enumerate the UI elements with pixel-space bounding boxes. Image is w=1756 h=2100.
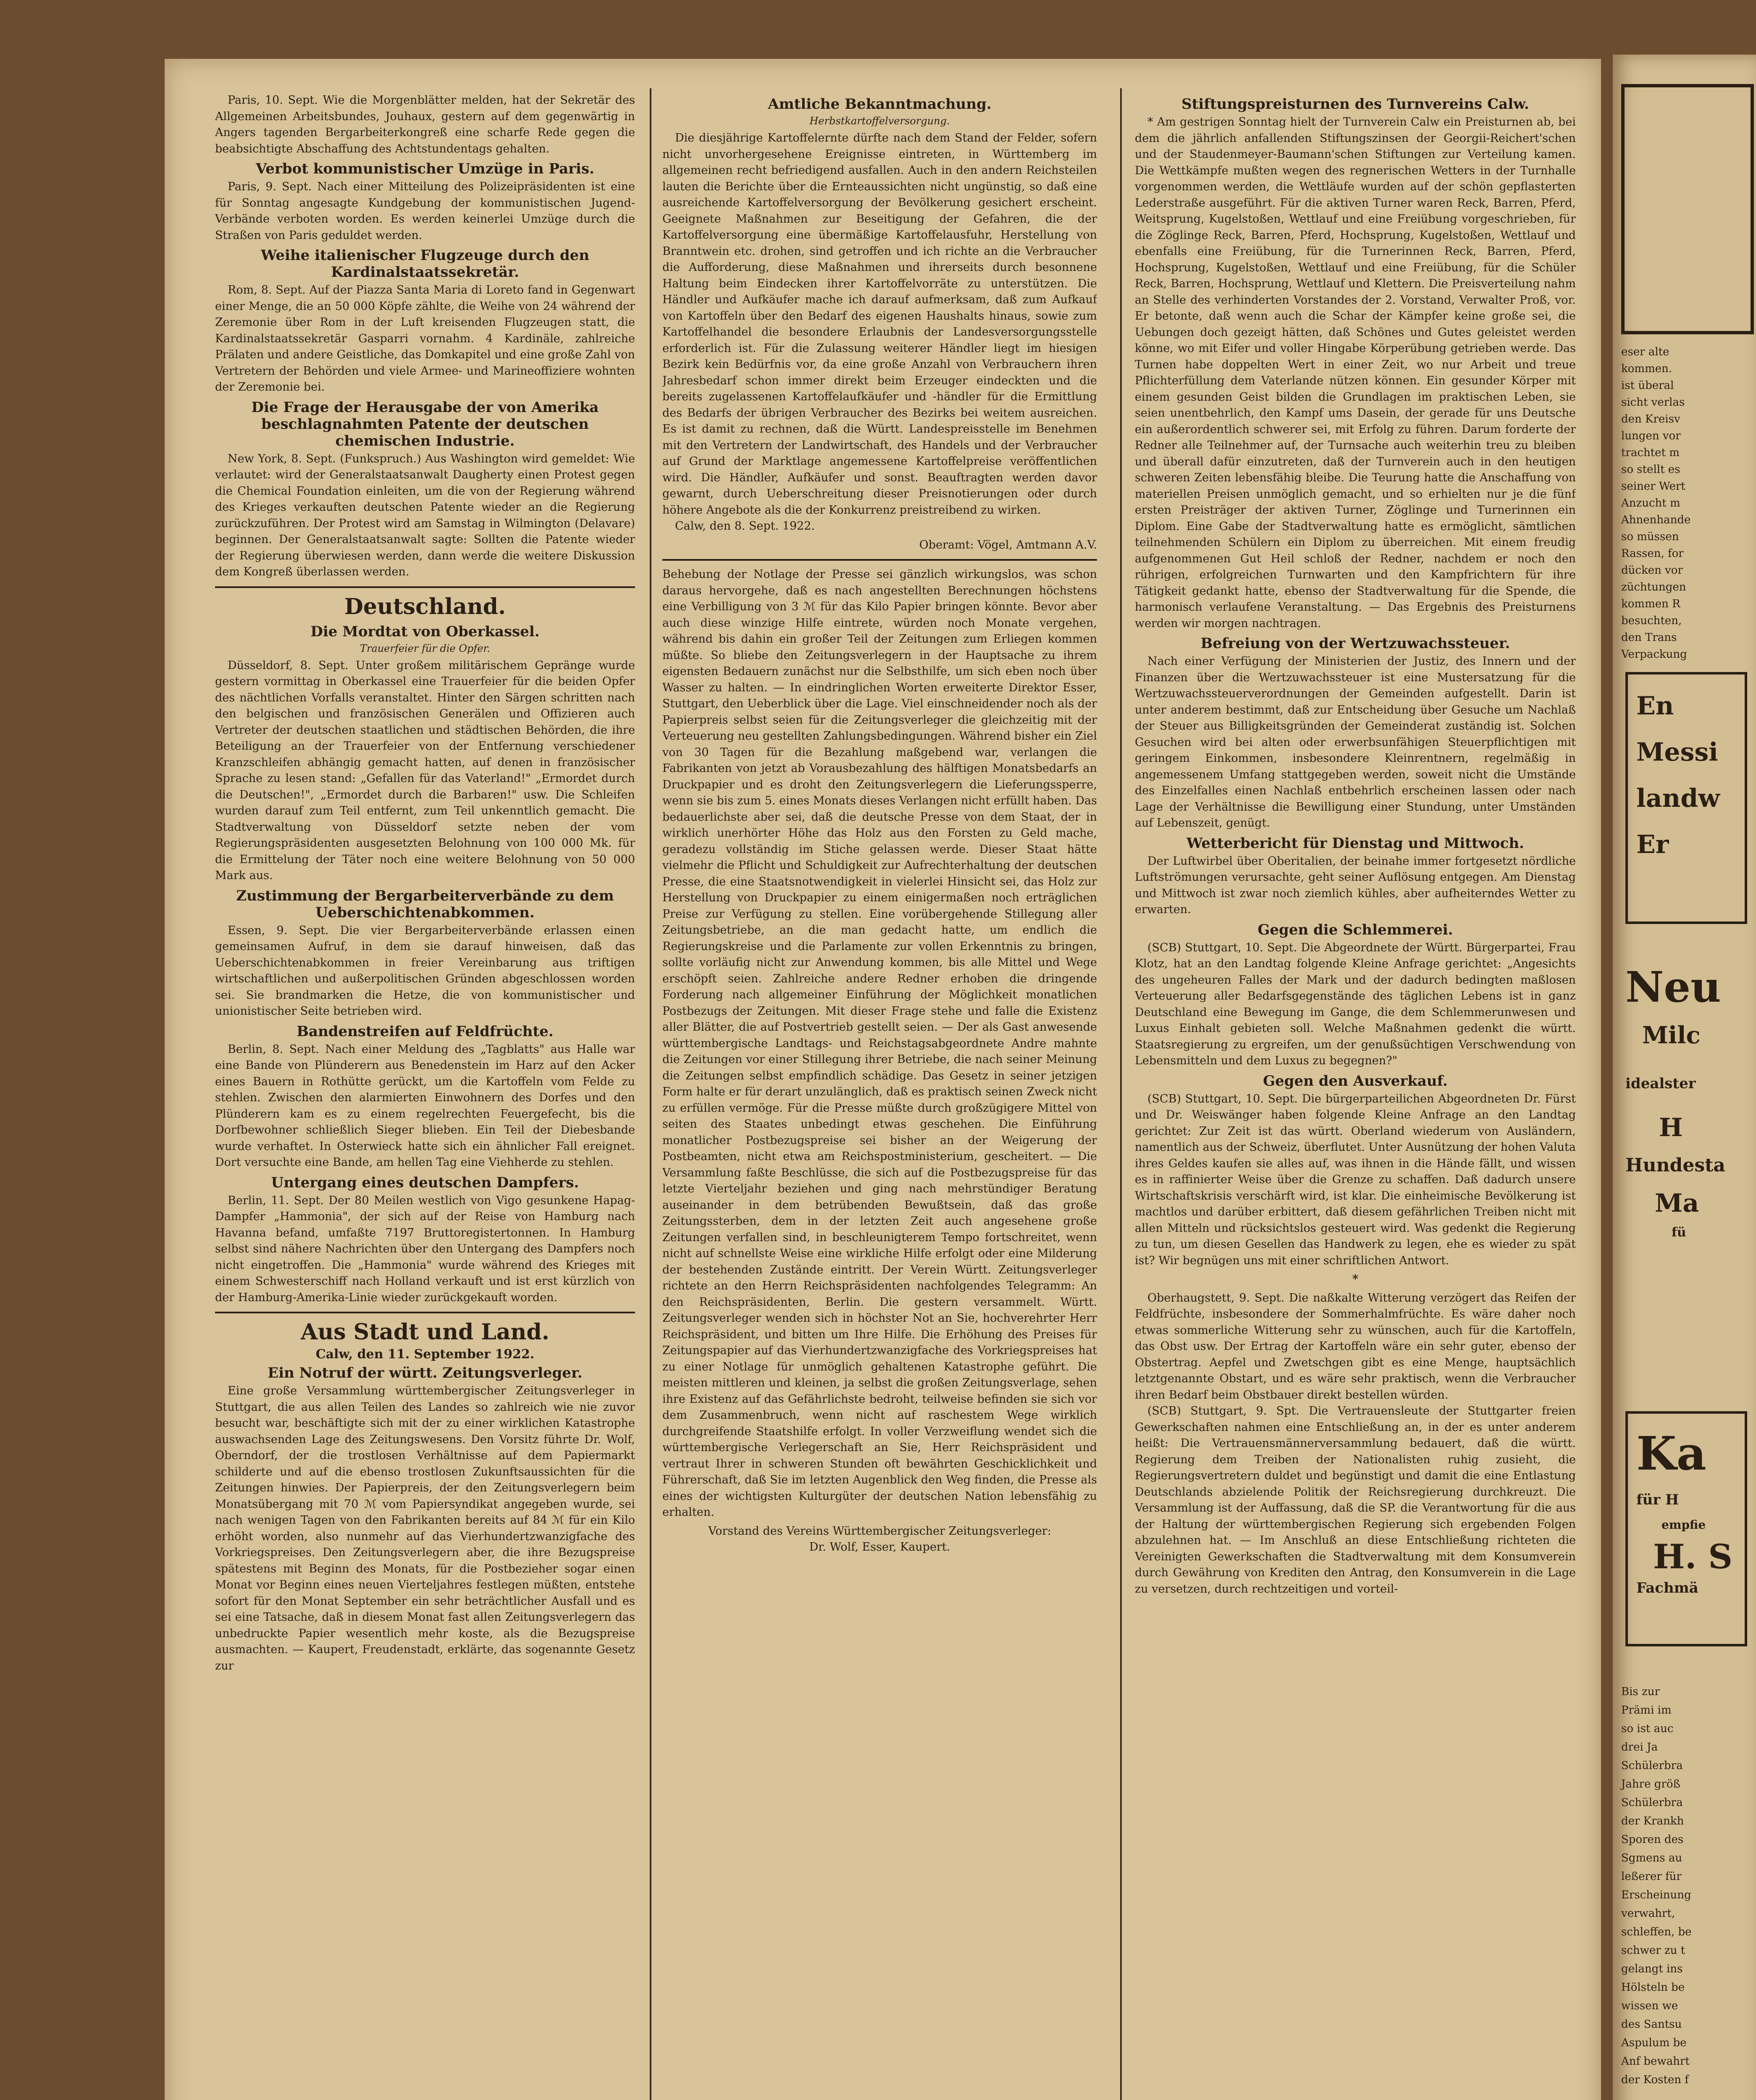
notice-signature: Oberamt: Vögel, Amtmann A.V. <box>919 538 1097 551</box>
article-text: Der Luftwirbel über Oberitalien, der beinahe immer fortgesetzt nördliche Luftströmungen verursachte, geht seiner Auflösung entgegen. Am Dienstag und Mittwoch ist zwar noch ziemlich kühles, aber aufheiterndes Wetter zu erwarten. <box>1135 854 1576 916</box>
article-title: Zustimmung der Bergarbeiterverbände zu dem Ueberschichtenabkommen. <box>236 887 614 921</box>
notice-date: Calw, den 8. Sept. 1922. <box>675 520 815 533</box>
ad-text: Er <box>1636 830 1669 859</box>
fragment-line: Hölsteln be <box>1621 1981 1685 1994</box>
fragment-line: schleffen, be <box>1621 1926 1692 1938</box>
article-subtitle: Herbstkartoffelversorgung. <box>809 115 950 127</box>
article-text: (SCB) Stuttgart, 10. Sept. Die Abgeordnete der Württ. Bürgerpartei, Frau Klotz, hat an den Landtag folgende Kleine Anfrage gerichtet: „Angesichts des ungeheuren Falles der Mark und der dadurch bedingten maßlosen Verteuerung aller Bedarfsgegenstände des täglichen Lebens ist in ganz Deutschland eine Bewegung im Gange, die dem Schlemmerunwesen und Luxus Einhalt gebieten soll. Welche Maßnahmen gedenkt die württ. Staatsregierung zu ergreifen, um der genußsüchtigen Verschwendung von Lebensmitteln und dem Luxus zu begegnen?" <box>1135 941 1576 1067</box>
fragment-line: dücken vor <box>1621 564 1683 577</box>
ad-text: landw <box>1636 784 1720 813</box>
article-text: Oberhaugstett, 9. Sept. Die naßkalte Witterung verzögert das Reifen der Feldfrüchte, insbesondere der Sommerhalmfrüchte. Es wäre daher noch etwas sommerliche Witterung sehr zu wünschen, auch für die Kartoffeln, das Obst usw. Der Ertrag der Kartoffeln wäre ein sehr guter, ebenso der Obstertrag. Aepfel und Zwetschgen gibt es eine Menge, hauptsächlich letztgenannte Obstart, und es wäre sehr praktisch, wenn die Verbraucher ihren Bedarf beim Obstbauer direkt bestellen würden. <box>1135 1291 1576 1402</box>
column-rule-1 <box>650 88 651 2100</box>
section-divider <box>215 1312 635 1313</box>
article-text: Berlin, 8. Sept. Nach einer Meldung des „Tagblatts" aus Halle war eine Bande von Plünderern aus Benedenstein im Harz auf den Acker eines Bauern in Rothütte gerückt, um die Kartoffeln vom Felde zu stehlen. Zwischen den alarmierten Einwohnern des Dorfes und den Plünderern kam es zu einem regelrechten Feuergefecht, bis die Dorfbewohner schließlich Sieger blieben. Ein Teil der Diebesbande wurde verhaftet. In Osterwieck hatte sich ein ähnlicher Fall ereignet. Dort versuchte eine Bande, am hellen Tag eine Viehherde zu stehlen. <box>215 1042 635 1169</box>
adjacent-page-edge <box>1613 55 1756 2100</box>
fragment-line: Anzucht m <box>1621 497 1680 509</box>
fragment-line: Prämi im <box>1621 1704 1672 1717</box>
article-text: Behebung der Notlage der Presse sei gänzlich wirkungslos, was schon daraus hervorgehe, daß es nach angestellten Berechnungen höchstens eine Verbilligung von 3 ℳ für das Kilo Papier bringen könnte. Bevor aber auch diese winzige Hilfe eintrete, würden noch Monate vergehen, während bis dahin ein großer Teil der Zeitungen zum Erliegen kommen müßte. So bliebe den Zeitungsverlegern in der Hauptsache zu ihrem eigensten Bedauern zunächst nur die Selbsthilfe, um sich eben noch über Wasser zu halten. — In eindringlichen Worten erweiterte Direktor Esser, Stuttgart, den Ueberblick über die Lage. Viel einschneidender noch als der Papierpreis selbst seien für die Zeitungsverleger die gleichzeitig mit der Verteuerung neu gestellten Zahlungsbedingungen. Während bisher ein Ziel von 30 Tagen für die Bezahlung maßgebend war, verlangen die Fabrikanten von jetzt ab Vorausbezahlung des hälftigen Monatsbedarfs an Druckpapier und es droht den Zeitungsverlegern die Lieferungssperre, wenn sie bis zum 5. eines Monats dieses Verlangen nicht erfüllt haben. Das bedauerlichste aber sei, daß die deutsche Presse von dem Staat, der in wirklich unerhörter Höhe das Holz aus den Forsten zu Geld mache, geradezu vollständig im Stiche gelassen werde. Dieser Staat hätte vielmehr die Pflicht und Schuldigkeit zur Aufrechterhaltung der deutschen Presse, die eine Staatsnotwendigkeit in vielerlei Hinsicht sei, das Holz zur Herstellung von Druckpapier zu einem einigermaßen noch erträglichen Preise zur Verfügung zu stellen. Eine vorübergehende Stillegung aller Zeitungsbetriebe, an die man gedacht hatte, um endlich die Regierungskreise und die Parlamente zur vollen Erkenntnis zu bringen, sollte vorläufig nicht zur Anwendung kommen, bis alle Mittel und Wege erschöpft seien. Zahlreiche andere Redner erhoben die dringende Forderung nach allgemeiner Einführung der Möglichkeit monatlichen Postbezugs der Zeitungen. Mit dieser Frage stehe und falle die Existenz aller Blätter, die auf Postvertrieb gestellt seien. — Der als Gast anwesende württembergische Landtags- und Reichstagsabgeordnete Andre mahnte die Zeitungen vor einer Stillegung ihrer Betriebe, die nach seiner Meinung die Zeitungen selbst empfindlich schädige. Das Gesetz in seiner jetzigen Form halte er für derart unzulänglich, daß es praktisch seinen Zweck nicht zu erfüllen vermöge. Für die Presse müßte durch großzügigere Mittel von seiten des Staates unbedingt etwas geschehen. Die Einführung monatlicher Postbezugspreise sei bisher an der Weigerung der Postbeamten, nicht etwa am Reichspostministerium, gescheitert. — Die Versammlung faßte Beschlüsse, die sich auf die Postbezugspreise für das letzte Vierteljahr beziehen und ging nach mehrstündiger Beratung auseinander in dem betrübenden Bewußtsein, daß das große Zeitungssterben, dem in der letzten Zeit auch angesehene große Zeitungen verfallen sind, in beschleunigterem Tempo fortschreitet, wenn nicht auf schnellste Weise eine wirkliche Hilfe erfolgt oder eine Milderung der bestehenden Zustände eintritt. Der Verein Württ. Zeitungsverleger richtete an den Herrn Reichspräsidenten nachfolgendes Telegramm: An den Reichspräsidenten, Berlin. Die gestern versammelt. Württ. Zeitungsverleger wenden sich in höchster Not an Sie, hochverehrter Herr Reichspräsident, und bitten um Ihre Hilfe. Die Erhöhung des Preises für Zeitungspapier auf das Vierhundertzwanzigfache des Vorkriegspreises hat zu einer Notlage für unmöglich gehaltenen Katastrophe geführt. Die meisten mittleren und kleinen, ja selbst die großen Zeitungsverlage, sehen ihre Existenz auf das Gefährlichste bedroht, teilweise befinden sie sich vor dem Zusammenbruch, wenn nicht auf raschestem Wege wirklich durchgreifende Staatshilfe erfolgt. In voller Verzweiflung wendet sich die württembergische Verlegerschaft an Sie, Herr Reichspräsident und vertraut Ihrer in schweren Stunden oft bewährten Geschicklichkeit und Führerschaft, daß Sie im letzten Augenblick den Weg finden, die Presse als eines der wichtigsten Kulturgüter der deutschen Nation lebensfähig zu erhalten. <box>662 568 1097 1519</box>
section-title: Aus Stadt und Land. <box>301 1319 549 1345</box>
fragment-line: Rassen, for <box>1621 547 1684 560</box>
ad-text: fü <box>1672 1225 1686 1240</box>
fragment-line: Anf bewahrt <box>1621 2055 1690 2068</box>
article-text: (SCB) Stuttgart, 9. Spt. Die Vertrauensleute der Stuttgarter freien Gewerkschaften nahmen eine Entschließung an, in der es unter anderem heißt: Die Vertrauensmännerversammlung bedauert, daß die württ. Regierung dem Treiben der Nationalisten ruhig zusieht, die Regierungsvertretern duldet und begünstigt und damit die eine Entlastung Deutschlands abzielende Politik der Reichsregierung durchkreuzt. Die Versammlung ist der Auffassung, daß die SP. die Verantwortung für die aus der Haltung der württembergischen Regierung sich ergebenden Folgen abzulehnen hat. — Im Anschluß an diese Entschließung richteten die Vereinigten Gewerkschaften die Stadtverwaltung mit dem Konsumverein durch Gewährung von Krediten den Antrag, den Konsumverein in die Lage zu versetzen, durch rechtzeitigen und vorteil- <box>1135 1404 1576 1596</box>
fragment-line: Ahnenhande <box>1621 514 1691 526</box>
fragment-line: wissen we <box>1621 2000 1678 2012</box>
article-title: Weihe italienischer Flugzeuge durch den Kardinalstaatssekretär. <box>260 247 590 281</box>
lead-paragraph: Paris, 10. Sept. Wie die Morgenblätter melden, hat der Sekretär des Allgemeinen Arbeitsbundes, Jouhaux, gestern auf dem gegenwärtig in Angers tagenden Bergarbeiterkongreß eine scharfe Rede gegen die beabsichtigte Abschaffung des Achtstundentags gehalten. <box>215 94 635 155</box>
fragment-line: gelangt ins <box>1621 1963 1683 1975</box>
fragment-line: so ist auc <box>1621 1722 1674 1735</box>
advertisement <box>1625 1411 1747 1646</box>
ad-text: für H <box>1636 1491 1679 1508</box>
ad-text: En <box>1636 691 1674 721</box>
fragment-line: Jahre größ <box>1621 1778 1680 1790</box>
column-2 <box>662 92 1097 2100</box>
article-text: Berlin, 11. Sept. Der 80 Meilen westlich von Vigo gesunkene Hapag-Dampfer „Hammonia", der sich auf der Reise von Hamburg nach Havanna befand, umfaßte 7197 Bruttoregistertonnen. In Hamburg selbst sind nähere Nachrichten über den Untergang des Dampfers noch nicht eingetroffen. Die „Hammonia" wurde während des Krieges mit einem Schwesterschiff nach Holland verkauft und ist erst kürzlich von der Hamburg-Amerika-Linie wieder zurückgekauft worden. <box>215 1194 635 1304</box>
fragment-line: Bis zur <box>1621 1685 1660 1698</box>
fragment-line: so stellt es <box>1621 463 1680 476</box>
ad-text: idealster <box>1625 1075 1696 1092</box>
article-title: Stiftungspreisturnen des Turnvereins Calw. <box>1181 96 1529 113</box>
column-rule-2 <box>1120 88 1122 2100</box>
fragment-line: drei Ja <box>1621 1741 1658 1754</box>
article-text: Eine große Versammlung württembergischer Zeitungsverleger in Stuttgart, die aus allen Teilen des Landes so zahlreich wie nie zuvor besucht war, beschäftigte sich mit der zu einer wirklichen Katastrophe auswachsenden Lage des Zeitungswesens. Den Vorsitz führte Dr. Wolf, Oberndorf, der die trostlosen Verhältnisse auf dem Papiermarkt schilderte und auf die ebenso trostlosen Zukunftsaussichten für die Zeitungen hinwies. Der Papierpreis, der den Zeitungsverlegern beim Monatsübergang mit 70 ℳ vom Papiersyndikat angegeben wurde, sei nach wenigen Tagen von den Fabrikanten bereits auf 84 ℳ für ein Kilo erhöht worden, also nunmehr auf das Vierhundertzwanzigfache des Vorkriegspreises. Den Zeitungsverlegern aber, die ihre Bezugspreise spätestens mit Beginn des Monats, für die Postbezieher sogar einen Monat vor Beginn eines neuen Vierteljahres festlegen müßten, entstehe sofort für den Monat September ein sehr beträchtlicher Ausfall und es sei eine Tatsache, daß in diesem Monat fast allen Zeitungsverlegern das unbedruckte Papier wesentlich mehr koste, als die Bezugspreise ausmachten. — Kaupert, Freudenstadt, erklärte, das sogenannte Gesetz zur <box>215 1384 635 1672</box>
fragment-line: Verpackung <box>1621 648 1687 661</box>
article-title: Gegen die Schlemmerei. <box>1257 921 1453 938</box>
ad-text: H <box>1659 1113 1683 1142</box>
fragment-line: trachtet m <box>1621 446 1680 459</box>
fragment-line: seiner Wert <box>1621 480 1685 493</box>
article-text: Die diesjährige Kartoffelernte dürfte nach dem Stand der Felder, sofern nicht unvorhergesehene Ereignisse eintreten, in Württemberg im allgemeinen recht befriedigend ausfallen. Auch in den andern Reichsteilen lauten die Berichte über die Ernteaussichten nicht ungünstig, so daß eine ausreichende Kartoffelversorgung der Bevölkerung gesichert erscheint. Geeignete Maßnahmen zur Beseitigung der Gefahren, die der Kartoffelversorgung eine übermäßige Kartoffelausfuhr, Herstellung von Branntwein etc. drohen, sind getroffen und ich richte an die Verbraucher die Aufforderung, diese Maßnahmen und ihrerseits durch besonnene Haltung beim Eindecken ihrer Kartoffelvorräte zu unterstützen. Die Händler und Aufkäufer mache ich darauf aufmerksam, daß zum Aufkauf von Kartoffeln über den Bedarf des eigenen Haushalts hinaus, sowie zum Kartoffelhandel die besondere Erlaubnis der Landesversorgungsstelle erforderlich ist. Für die Zulassung weiterer Händler liegt im hiesigen Bezirk kein Bedürfnis vor, da eine große Anzahl von Verbrauchern ihren Jahresbedarf schon immer direkt beim Erzeuger eindeckten und die bereits zugelassenen Kartoffelaufkäufer und -händler für die Ermittlung des Bedarfs der übrigen Verbraucher des Bezirks bei weitem ausreichen. Es ist damit zu rechnen, daß die Württ. Landespreisstelle im Benehmen mit den Vertretern der Landwirtschaft, des Handels und der Verbraucher auf Grund der Marktlage angemessene Kartoffelpreise veröffentlichen wird. Die Händler, Aufkäufer und sonst. Beauftragten werden davor gewarnt, durch Ueberschreitung dieser Preisnotierungen oder durch höhere Angebote als die der Konkurrenz preistreibend zu wirken. <box>662 131 1097 517</box>
article-title: Ein Notruf der württ. Zeitungsverleger. <box>268 1365 583 1381</box>
fragment-line: des Santsu <box>1621 2018 1682 2031</box>
fragment-line: Aspulum be <box>1621 2037 1687 2049</box>
article-title: Befreiung von der Wertzuwachssteuer. <box>1200 635 1510 652</box>
fragment-line: Schülerbra <box>1621 1796 1683 1809</box>
column-3 <box>1135 92 1576 2100</box>
fragment-line: so müssen <box>1621 530 1679 543</box>
article-text: Nach einer Verfügung der Ministerien der Justiz, des Innern und der Finanzen über die Wertzuwachssteuer ist eine Mustersatzung für die Wertzuwachssteuerverordnungen der Gemeinden aufgestellt. Darin ist unter anderem bestimmt, daß zur Entscheidung über Gesuche um Nachlaß der Steuer aus Billigkeitsgründen der Gemeinderat zuständig ist. Solchen Gesuchen wird bei alten oder erwerbsunfähigen Steuerpflichtigen mit geringem Einkommen, insbesondere Kleinrentnern, regelmäßig in angemessenem Umfang stattgegeben werden, soweit nicht die Umstände des Einzelfalles einen Nachlaß entbehrlich erscheinen lassen oder nach Lage der Verhältnisse die Bewilligung einer Stundung, unter Umständen auf Lebenszeit, genügt. <box>1135 655 1576 830</box>
article-title: Untergang eines deutschen Dampfers. <box>271 1174 579 1191</box>
fragment-line: Sporen des <box>1621 1833 1684 1846</box>
signature-line: Vorstand des Vereins Württembergischer Zeitungsverleger: <box>708 1524 1051 1538</box>
article-text: * Am gestrigen Sonntag hielt der Turnverein Calw ein Preisturnen ab, bei dem die jährlich anfallenden Stiftungszinsen der Georgii-Reichert'schen und der Staudenmeyer-Baumann'schen Stiftungen zur Verteilung kamen. Die Wettkämpfe mußten wegen des regnerischen Wetters in der Turnhalle vorgenommen werden, die Wettläufe wurden auf der schön gepflasterten Lederstraße ausgeführt. Für die aktiven Turner waren Reck, Barren, Pferd, Weitsprung, Kugelstoßen, Wettlauf und eine Freiübung vorgeschrieben, für die Zöglinge Reck, Barren, Pferd, Hochsprung, Kugelstoßen, Wettlauf und ebenfalls eine Freiübung, für die Turnerinnen Reck, Barren, Pferd, Hochsprung, Kugelstoßen, Wettlauf und eine Freiübung, für die Schüler Reck, Barren, Hochsprung, Wettlauf und Klettern. Die Preisverteilung nahm an Stelle des verhinderten Vorstandes der 2. Vorstand, Verwalter Proß, vor. Er betonte, daß wenn auch die Schar der Kämpfer keine große sei, die Uebungen doch gezeigt hätten, daß Schönes und Gutes geleistet werden könne, wo mit Eifer und voller Hingabe Körperübung getrieben werde. Das Turnen habe doppelten Wert in einer Zeit, wo nur Arbeit und treue Pflichterfüllung dem Vaterlande nützen können. Ein gesunder Körper mit einem gesunden Geist bilden die Grundlagen im praktischen Leben, sie seien unentbehrlich, den Kampf ums Dasein, der gerade für uns Deutsche ein außerordentlich schwerer sei, mit Erfolg zu führen. Darum forderte der Redner alle Teilnehmer auf, der Turnsache auch weiterhin treu zu bleiben und überall dafür einzutreten, daß der Turnverein auch in den heutigen schweren Zeiten lebensfähig bleibe. Die Teurung hatte die Anschaffung von materiellen Preisen unmöglich gemacht, und so erhielten nur je die fünf ersten Preisträger der aktiven Turner, Zöglinge und Turnerinnen ein Diplom. Eine Gabe der Stadtverwaltung hatte es ermöglicht, sämtlichen teilnehmenden Schülern ein Diplom zu überreichen. Mit einem freudig aufgenommenen Gut Heil schloß der Redner, nachdem er noch den rührigen, erfolgreichen Turnwarten und den Kampfrichtern für ihre Tätigkeit gedankt hatte, ebenso der Stadtverwaltung für die Spende, die harmonisch verlaufene Veranstaltung. — Das Ergebnis des Preisturnens werden wir morgen nachtragen. <box>1135 116 1576 630</box>
article-subtitle: Trauerfeier für die Opfer. <box>360 642 490 654</box>
column-1 <box>215 92 635 2100</box>
fragment-line: züchtungen <box>1621 581 1686 593</box>
fragment-line: der Kosten f <box>1621 2074 1689 2086</box>
fragment-line: Erscheinung <box>1621 1889 1691 1901</box>
article-title: Verbot kommunistischer Umzüge in Paris. <box>256 160 594 177</box>
fragment-line: sicht verlas <box>1621 396 1685 409</box>
fragment-line: den Kreisv <box>1621 413 1680 425</box>
fragment-line: leßerer für <box>1621 1870 1682 1883</box>
fragment-line: eser alte <box>1621 346 1669 358</box>
fragment-line: schwer zu t <box>1621 1944 1685 1957</box>
fragment-line: lungen vor <box>1621 430 1681 442</box>
ad-text: Messi <box>1636 738 1718 767</box>
article-text: New York, 8. Sept. (Funkspruch.) Aus Washington wird gemeldet: Wie verlautet: wird der Generalstaatsanwalt Daugherty einen Protest gegen die Chemical Foundation einleiten, um die von der Regierung während des Krieges verkauften deutschen Patente wieder an die Regierung zurückzuführen. Der Protest wird am Samstag in Wilmington (Delavare) beginnen. Der Generalstaatsanwalt sagte: Sollten die Patente wieder der Regierung überwiesen werden, dann werde die weitere Diskussion dem Kongreß überlassen werden. <box>215 452 635 578</box>
fragment-line: besuchten, <box>1621 614 1682 627</box>
article-text: Düsseldorf, 8. Sept. Unter großem militärischem Gepränge wurde gestern vormittag in Oberkassel eine Trauerfeier für die beiden Opfer des nächtlichen Vorfalls veranstaltet. Hinter den Särgen schritten nach den belgischen und französischen Generälen und Offizieren auch Vertreter der deutschen staatlichen und städtischen Behörden, die ihre Beteiligung an der Trauerfeier von der Entfernung verschiedener Kranzschleifen abhängig gemacht hatten, auf denen in französischer Sprache zu lesen stand: „Gefallen für das Vaterland!" „Ermordet durch die Deutschen!", „Ermordet durch die Barbaren!" usw. Die Schleifen wurden darauf zum Teil entfernt, zum Teil unkenntlich gemacht. Die Stadtverwaltung von Düsseldorf setzte neben der vom Regierungspräsidenten ausgesetzten Belohnung von 100 000 Mk. für die Ermittelung der Täter noch eine weitere Belohnung von 50 000 Mark aus. <box>215 659 635 882</box>
section-divider <box>215 586 635 588</box>
newspaper-page <box>165 59 1601 2100</box>
article-title: Die Mordtat von Oberkassel. <box>310 623 540 640</box>
fragment-line: verwahrt, <box>1621 1907 1675 1920</box>
separator-star: * <box>1352 1273 1359 1286</box>
ad-text: Fachmä <box>1636 1580 1698 1596</box>
ad-text: Ma <box>1655 1189 1699 1218</box>
ad-text: empfie <box>1662 1518 1706 1532</box>
dateline: Calw, den 11. September 1922. <box>315 1347 535 1362</box>
article-title: Amtliche Bekanntmachung. <box>768 96 992 113</box>
advertisement <box>1625 962 1751 1243</box>
ad-text: Hundesta <box>1625 1155 1725 1176</box>
signature-names: Dr. Wolf, Esser, Kaupert. <box>809 1541 950 1554</box>
article-text: Paris, 9. Sept. Nach einer Mitteilung des Polizeipräsidenten ist eine für Sonntag angesagte Kundgebung der kommunistischen Jugend-Verbände verboten worden. Es werden keinerlei Umzüge durch die Straßen von Paris geduldet werden. <box>215 180 635 242</box>
ad-text: H. S <box>1653 1537 1733 1576</box>
section-title: Deutschland. <box>344 593 506 620</box>
article-title: Die Frage der Herausgabe der von Amerika beschlagnahmten Patente der deutschen chemischen Industrie. <box>251 399 599 449</box>
ad-text: Neu <box>1625 962 1721 1012</box>
ad-text: Milc <box>1642 1021 1701 1049</box>
ad-text: Ka <box>1636 1426 1706 1480</box>
article-title: Wetterbericht für Dienstag und Mittwoch. <box>1186 835 1524 852</box>
ad-frame <box>1621 84 1754 334</box>
fragment-line: kommen. <box>1621 362 1672 375</box>
advertisement <box>1625 672 1747 924</box>
fragment-line: Sgmens au <box>1621 1852 1683 1864</box>
article-title: Bandenstreifen auf Feldfrüchte. <box>297 1023 554 1040</box>
article-text: Rom, 8. Sept. Auf der Piazza Santa Maria di Loreto fand in Gegenwart einer Menge, die an 50 000 Köpfe zählte, die Weihe von 24 während der Zeremonie über Rom in der Luft kreisenden Flugzeugen statt, die Kardinalstaatssekretär Gasparri vornahm. 4 Kardinäle, zahlreiche Prälaten und andere Geistliche, das Domkapitel und eine große Zahl von Vertretern der Behörden und viele Armee- und Marineoffiziere wohnten der Zeremonie bei. <box>215 284 635 394</box>
fragment-line: der Krankh <box>1621 1815 1684 1827</box>
article-text: (SCB) Stuttgart, 10. Sept. Die bürgerparteilichen Abgeordneten Dr. Fürst und Dr. Weiswänger haben folgende Kleine Anfrage an den Landtag gerichtet: Zur Zeit ist das württ. Oberland wiederum von Ausländern, namentlich aus der Schweiz, überflutet. Unter Ausnützung der hohen Valuta ihres Geldes kaufen sie alles auf, was ihnen in die Hände fällt, und wissen es in raffinierter Weise über die Grenze zu schaffen. Daß dadurch unsere Wirtschaftskrisis verschärft wird, ist klar. Die einheimische Bevölkerung ist machtlos und darüber erbittert, daß diesem gefährlichen Treiben nicht mit allen Mitteln und rücksichtslos gesteuert wird. Was gedenkt die Regierung zu tun, um diesen Gesellen das Handwerk zu legen, ehe es wieder zu spät ist? Wir begnügen uns mit einer schriftlichen Antwort. <box>1135 1092 1576 1267</box>
fragment-line: den Trans <box>1621 631 1677 644</box>
fragment-line: ist überal <box>1621 379 1674 392</box>
fragment-line: kommen R <box>1621 598 1680 610</box>
section-divider <box>662 559 1097 561</box>
article-text: Essen, 9. Sept. Die vier Bergarbeiterverbände erlassen einen gemeinsamen Aufruf, in dem sie darauf hinweisen, daß das Ueberschichtenabkommen in freier Vereinbarung aus triftigen wirtschaftlichen und außerpolitischen Gründen abgeschlossen worden sei. Sie brandmarken die Hetze, die von kommunistischer und unionistischer Seite betrieben wird. <box>215 924 635 1018</box>
fragment-line: Schülerbra <box>1621 1759 1683 1772</box>
article-title: Gegen den Ausverkauf. <box>1263 1072 1448 1089</box>
